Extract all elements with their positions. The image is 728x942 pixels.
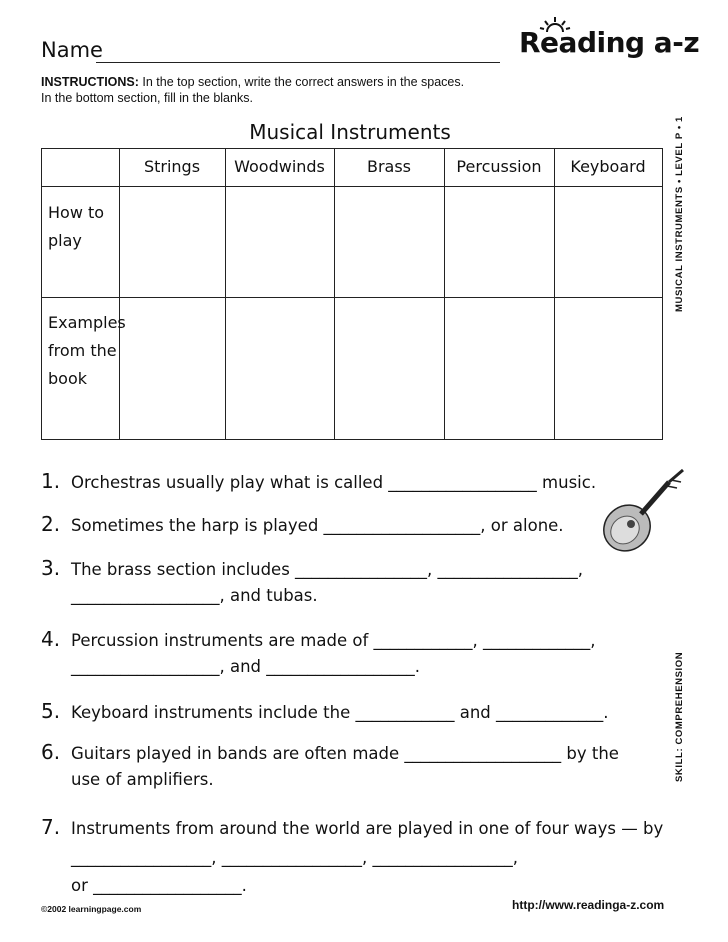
copyright: ©2002 learningpage.com bbox=[41, 904, 142, 914]
worksheet-title: Musical Instruments bbox=[249, 120, 451, 144]
table-divider bbox=[119, 149, 120, 439]
question-text: Instruments from around the world are played in one of four ways — by bbox=[71, 819, 664, 838]
side-level-label: MUSICAL INSTRUMENTS • LEVEL P • 1 bbox=[674, 116, 685, 312]
question-text[interactable]: Sometimes the harp is played ___________________, or alone. bbox=[71, 516, 564, 535]
question-4-continued[interactable]: __________________, and __________________. bbox=[71, 657, 421, 676]
question-text[interactable]: Percussion instruments are made of ____________, _____________, bbox=[71, 631, 596, 650]
instructions-line-1: In the top section, write the correct answers in the spaces. bbox=[142, 75, 465, 89]
instructions-line-2: In the bottom section, fill in the blanks. bbox=[41, 91, 253, 105]
table-divider bbox=[444, 149, 445, 439]
question-3-continued[interactable]: __________________, and tubas. bbox=[71, 586, 318, 605]
question-5 bbox=[41, 696, 609, 728]
question-text[interactable]: Keyboard instruments include the ____________ and _____________. bbox=[71, 703, 609, 722]
name-input-line[interactable] bbox=[96, 62, 500, 63]
question-3 bbox=[41, 553, 583, 585]
question-number: 2. bbox=[41, 512, 61, 536]
question-7-continued-2[interactable]: or __________________. bbox=[71, 876, 247, 895]
question-2 bbox=[41, 509, 564, 541]
table-divider bbox=[334, 149, 335, 439]
column-header-percussion: Percussion bbox=[456, 157, 542, 176]
question-7-continued[interactable]: _________________, _________________, _________________, bbox=[71, 848, 518, 867]
question-1 bbox=[41, 466, 596, 498]
column-header-woodwinds: Woodwinds bbox=[234, 157, 325, 176]
instrument-table bbox=[41, 148, 663, 440]
question-number: 3. bbox=[41, 556, 61, 580]
question-text[interactable]: Guitars played in bands are often made ___________________ by the bbox=[71, 744, 619, 763]
question-6-continued: use of amplifiers. bbox=[71, 770, 214, 789]
website-url[interactable]: http://www.readinga-z.com bbox=[512, 898, 665, 912]
question-7 bbox=[41, 812, 663, 844]
row-header-how-to-play: How to play bbox=[48, 203, 105, 250]
question-number: 6. bbox=[41, 740, 61, 764]
instructions bbox=[41, 74, 481, 106]
table-divider bbox=[225, 149, 226, 439]
question-number: 7. bbox=[41, 815, 61, 839]
question-number: 4. bbox=[41, 627, 61, 651]
column-header-keyboard: Keyboard bbox=[570, 157, 646, 176]
question-number: 5. bbox=[41, 699, 61, 723]
question-text[interactable]: The brass section includes ________________, _________________, bbox=[71, 560, 584, 579]
instructions-label: INSTRUCTIONS: bbox=[41, 75, 139, 89]
name-label: Name bbox=[41, 38, 103, 62]
question-text[interactable]: Orchestras usually play what is called __________________ music. bbox=[71, 473, 597, 492]
question-number: 1. bbox=[41, 469, 61, 493]
question-6 bbox=[41, 737, 619, 769]
column-header-brass: Brass bbox=[366, 157, 412, 176]
lute-illustration bbox=[597, 466, 687, 558]
table-divider bbox=[554, 149, 555, 439]
table-divider bbox=[42, 186, 662, 187]
row-header-examples: Examples from the book bbox=[48, 313, 126, 388]
question-4 bbox=[41, 624, 596, 656]
side-skill-label: SKILL: COMPREHENSION bbox=[674, 651, 685, 782]
column-header-strings: Strings bbox=[143, 157, 201, 176]
table-divider bbox=[42, 297, 662, 298]
logo-text: Reading a-z bbox=[519, 26, 700, 59]
